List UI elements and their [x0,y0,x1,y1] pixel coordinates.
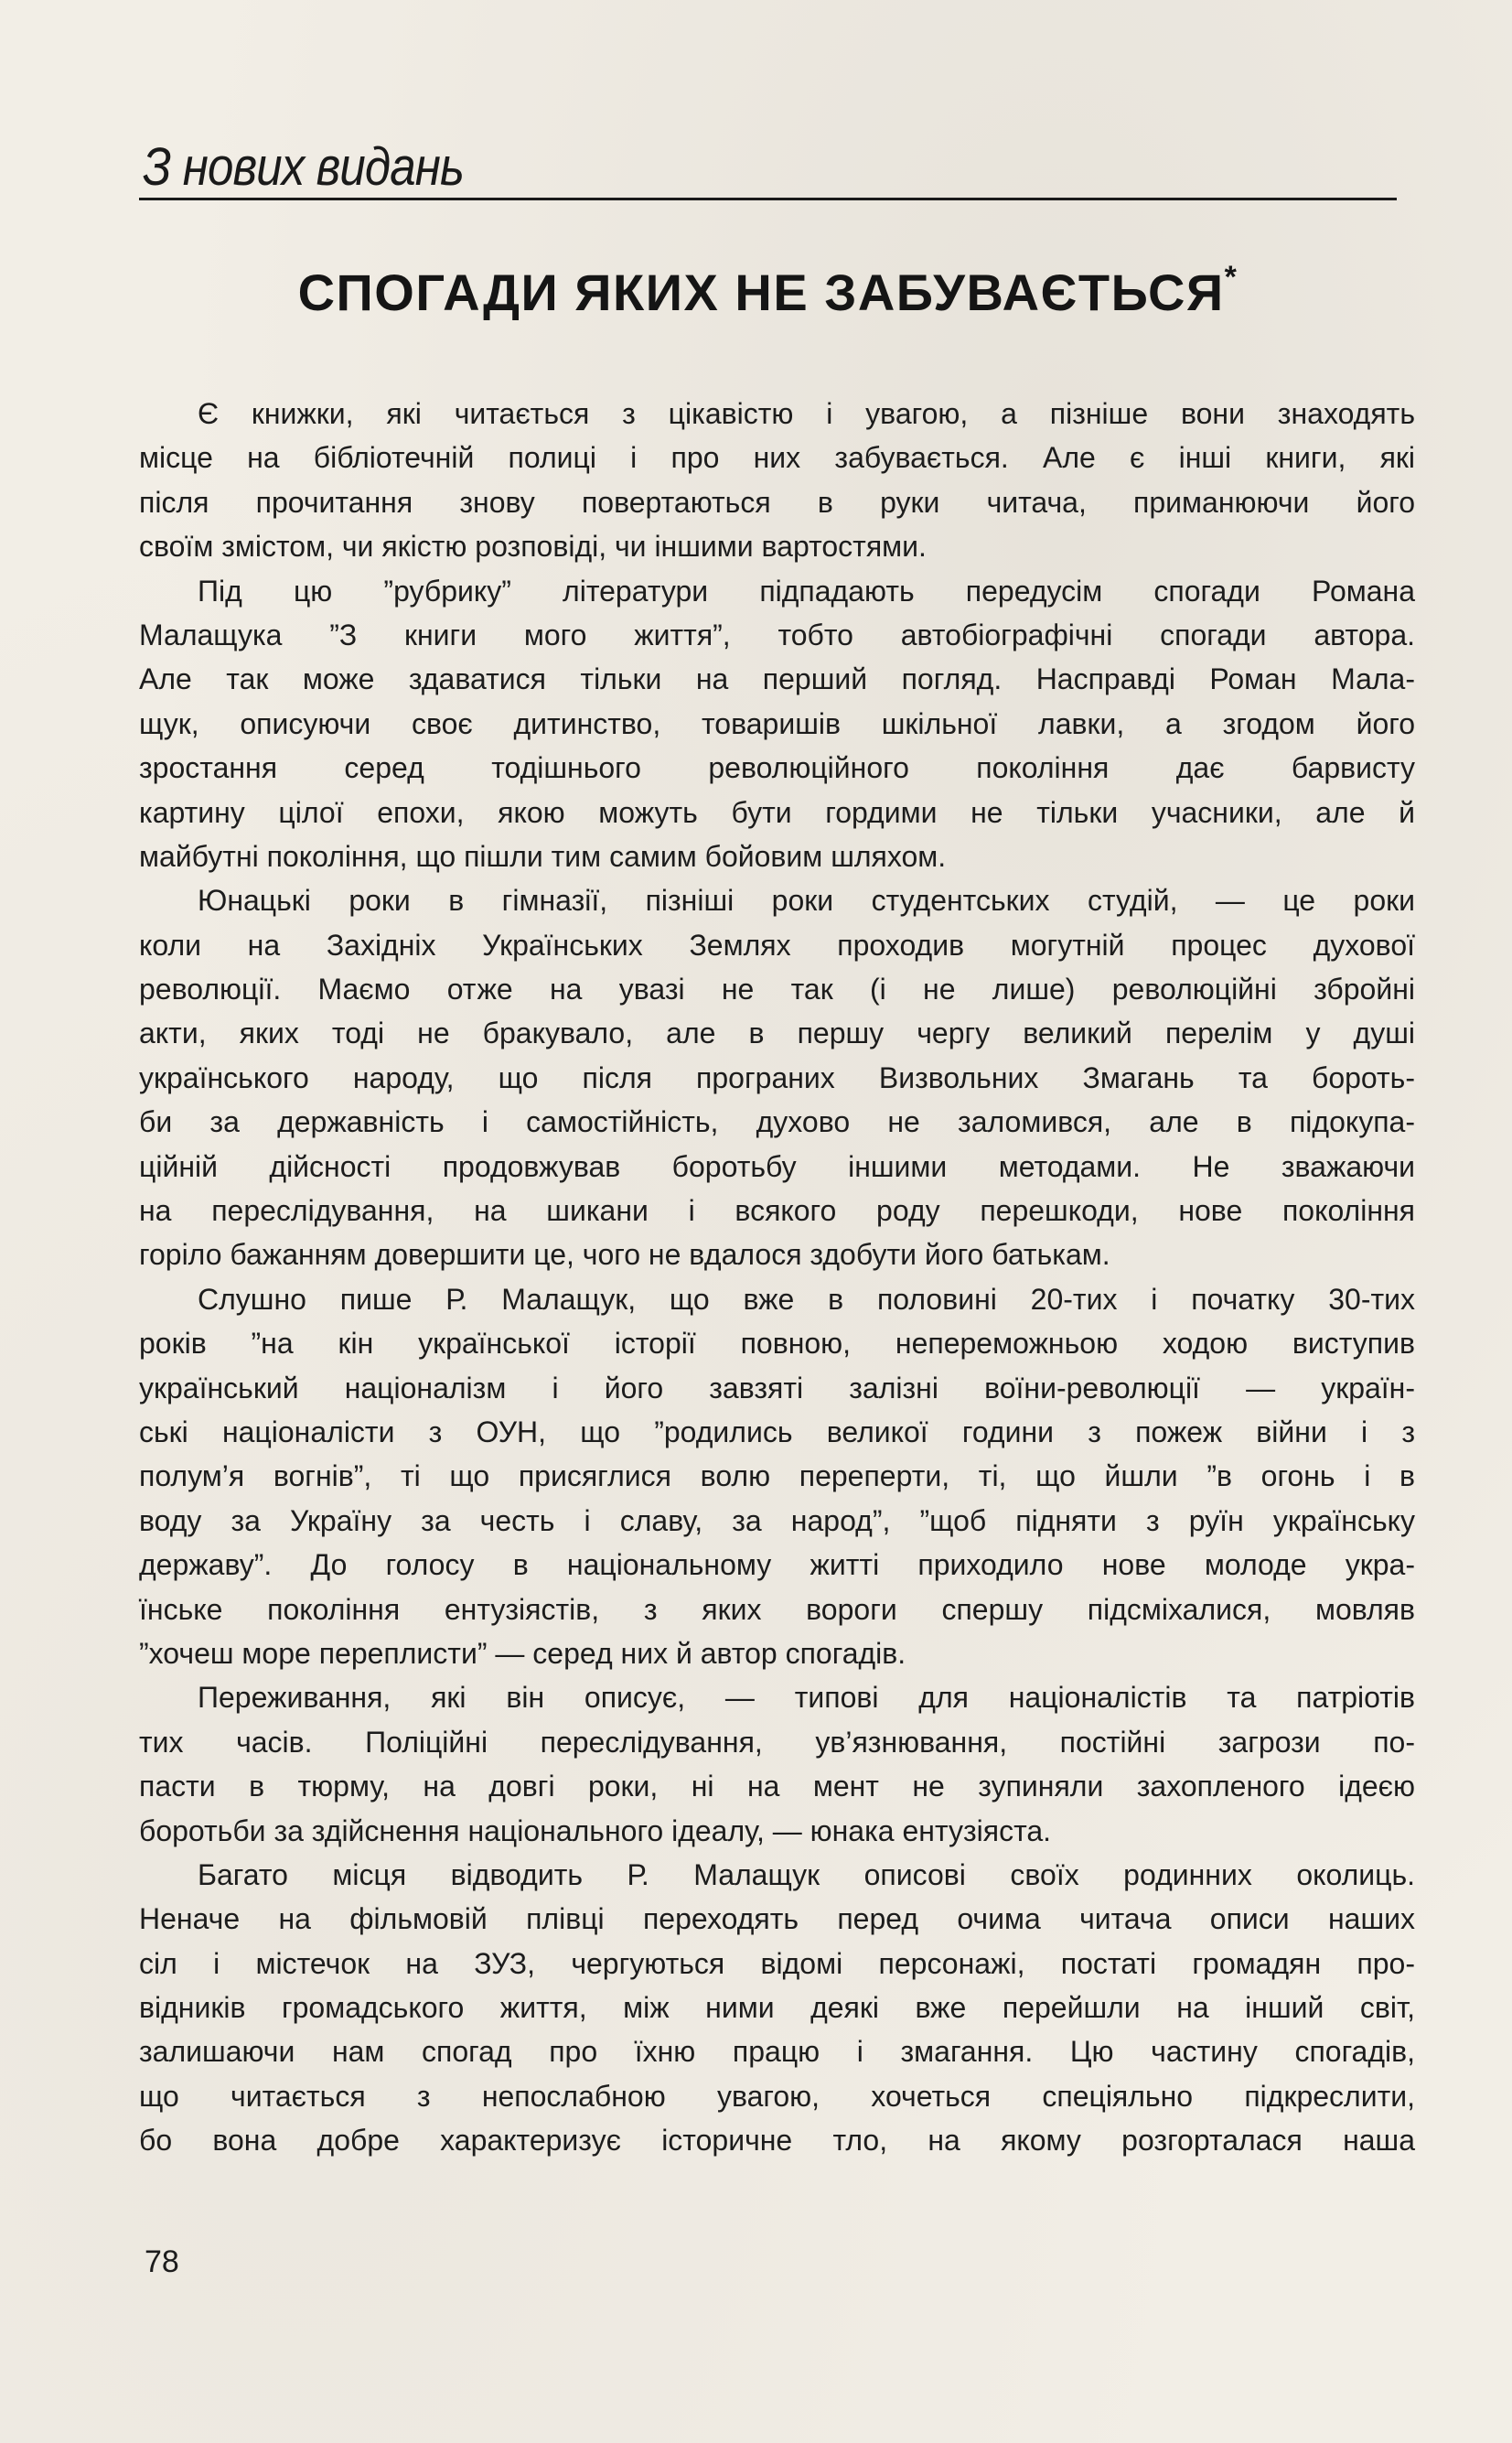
article-body [139,392,1415,2163]
text-line: полум’я вогнів”, ті що присяглися волю переперти, ті, що йшли ”в огонь і в [139,1459,1415,1493]
text-line: бо вона добре характеризує історичне тло, на якому розгорталася наша [139,2124,1415,2158]
text-line: тих часів. Поліційні переслідування, ув’язнювання, постійні загрози по- [139,1725,1415,1759]
text-line: майбутні покоління, що пішли тим самим бойовим шляхом. [139,839,947,873]
text-line: своїм змістом, чи якістю розповіді, чи іншими вартостями. [139,530,927,564]
text-line: на переслідування, на шикани і всякого роду перешкоди, нове покоління [139,1194,1415,1228]
text-line: українського народу, що після програних Визвольних Змагань та бороть- [139,1060,1415,1094]
text-line: боротьби за здійснення національного ідеалу, — юнака ентузіяста. [139,1813,1052,1847]
text-line: що читається з непослабною увагою, хочеться спеціяльно підкреслити, [139,2079,1415,2113]
page-number: 78 [145,2244,179,2279]
text-line: революції. Маємо отже на увазі не так (і не лише) революційні збройні [139,973,1415,1006]
text-line: воду за Україну за честь і славу, за народ”, ”щоб підняти з руїн українську [139,1503,1415,1537]
text-line: Юнацькі роки в гімназії, пізніші роки студентських студій, — це роки [198,884,1415,918]
text-line: Малащука ”З книги мого життя”, тобто автобіографічні спогади автора. [139,618,1415,651]
text-line: залишаючи нам спогад про їхню працю і змагання. Цю частину спогадів, [139,2035,1415,2069]
text-line: ційній дійсності продовжував боротьбу іншими методами. Не зважаючи [139,1149,1415,1183]
text-line: зростання серед тодішнього революційного покоління дає барвисту [139,751,1415,785]
text-line: український націоналізм і його завзяті залізні воїни-революції — україн- [139,1371,1415,1404]
text-line: горіло бажанням довершити це, чого не вдалося здобути його батькам. [139,1238,1110,1272]
text-line: після прочитання знову повертаються в руки читача, приманюючи його [139,485,1415,519]
text-line: щук, описуючи своє дитинство, товаришів шкільної лавки, а згодом його [139,706,1415,740]
text-line: Є книжки, які читається з цікавістю і увагою, а пізніше вони знаходять [198,397,1415,430]
text-line: державу”. До голосу в національному житті приходило нове молоде укра- [139,1548,1415,1582]
text-line: коли на Західніх Українських Землях проходив могутній процес духової [139,928,1415,962]
text-line: їнське покоління ентузіястів, з яких вороги спершу підсміхалися, мовляв [139,1592,1415,1626]
article-title-text: СПОГАДИ ЯКИХ НЕ ЗАБУВАЄТЬСЯ [297,264,1225,321]
text-line: Багато місця відводить Р. Малащук описові своїх родинних околиць. [198,1857,1415,1891]
text-line: Під цю ”рубрику” літератури підпадають передусім спогади Романа [198,574,1415,608]
text-line: акти, яких тоді не бракувало, але в першу чергу великий перелім у душі [139,1017,1415,1050]
text-line: років ”на кін української історії повною, непереможньою ходою виступив [139,1327,1415,1361]
text-line: Переживання, які він описує, — типові для націоналістів та патріотів [198,1681,1415,1715]
text-line: ські націоналісти з ОУН, що ”родились великої години з пожеж війни і з [139,1415,1415,1448]
article-title [139,260,1397,321]
section-title: З нових видань [143,137,464,197]
text-line: пасти в тюрму, на довгі роки, ні на мент не зупиняли захопленого ідеєю [139,1770,1415,1803]
text-line: би за державність і самостійність, духово не заломився, але в підокупа- [139,1105,1415,1139]
text-line: ”хочеш море переплисти” — серед них й автор спогадів. [139,1636,906,1670]
section-header [139,126,1397,200]
text-line: Але так може здаватися тільки на перший погляд. Насправді Роман Мала- [139,662,1415,696]
text-line: відників громадського життя, між ними деякі вже перейшли на інший світ, [139,1991,1415,2025]
footnote-marker: * [1224,260,1239,295]
text-line: картину цілої епохи, якою можуть бути гордими не тільки учасники, але й [139,795,1415,829]
text-line: Слушно пише Р. Малащук, що вже в половині 20-тих і початку 30-тих [198,1282,1415,1316]
text-line: сіл і містечок на ЗУЗ, чергуються відомі персонажі, постаті громадян про- [139,1946,1415,1980]
text-line: Неначе на фільмовій плівці переходять перед очима читача описи наших [139,1902,1415,1936]
text-line: місце на бібліотечній полиці і про них забувається. Але є інші книги, які [139,441,1415,475]
